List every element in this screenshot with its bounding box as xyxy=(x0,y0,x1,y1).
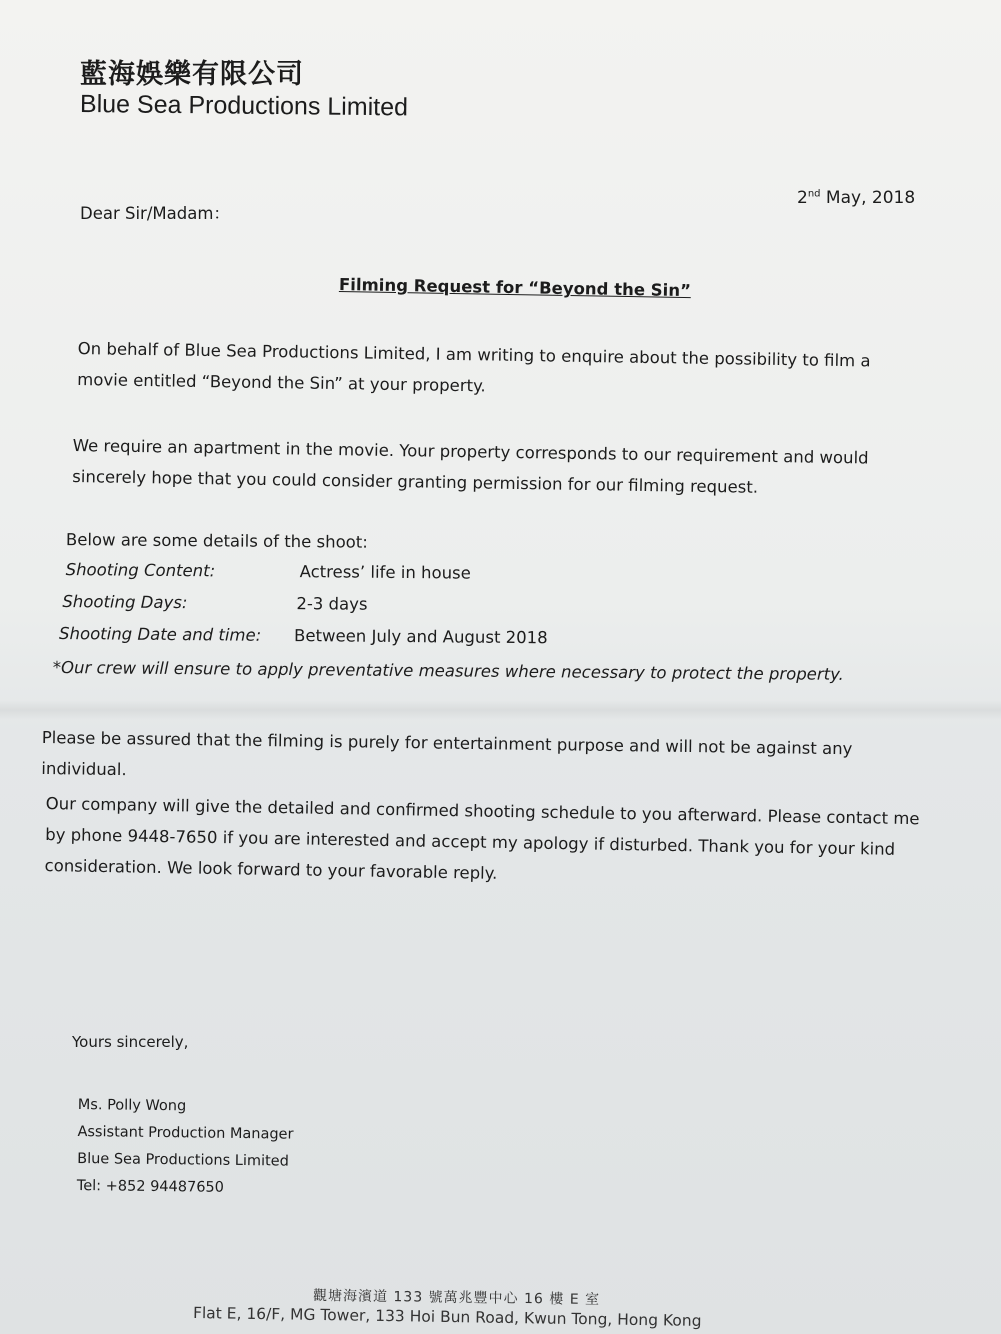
details-intro: Below are some details of the shoot: xyxy=(65,530,368,552)
details-label: Shooting Content: xyxy=(65,560,216,581)
date-suffix: nd xyxy=(807,188,821,200)
details-value: 2-3 days xyxy=(296,594,368,614)
salutation: Dear Sir/Madam： xyxy=(80,204,230,223)
details-row xyxy=(57,624,887,663)
footer-address-chinese: 觀塘海濱道 133 號萬兆豐中心 16 樓 E 室 xyxy=(312,1287,601,1309)
signatory-title: Assistant Production Manager xyxy=(77,1123,294,1143)
paragraph-intro: On behalf of Blue Sea Productions Limited, I am writing to enquire about the possibility to film a movie entitled “Beyond the Sin” at your property. xyxy=(77,338,871,396)
letter-date xyxy=(797,188,915,208)
signatory-phone: Tel: +852 94487650 xyxy=(76,1177,225,1196)
shoot-details xyxy=(52,530,888,684)
paragraph-requirement: We require an apartment in the movie. Your property corresponds to our requirement and would sincerely hope that you could consider granting permission for our filming request. xyxy=(72,435,869,497)
details-value: Between July and August 2018 xyxy=(294,626,548,648)
details-label: Shooting Days: xyxy=(62,592,188,613)
paper-fold-shadow xyxy=(0,700,1001,720)
closing: Yours sincerely, xyxy=(72,1033,189,1051)
date-rest: May, 2018 xyxy=(820,188,916,208)
paragraph-contact: Our company will give the detailed and confirmed shooting schedule to you afterward. Please contact me by phone 9448-7650 if you are interested and accept my apology if disturbed. Thank you for your kind consideration. We look forward to your favorable reply. xyxy=(44,793,920,883)
signatory-company: Blue Sea Productions Limited xyxy=(77,1150,289,1170)
letter-subject: Filming Request for “Beyond the Sin” xyxy=(338,275,692,301)
date-day: 2 xyxy=(797,188,808,208)
signatory-name: Ms. Polly Wong xyxy=(77,1096,187,1115)
details-value: Actress’ life in house xyxy=(299,562,471,583)
company-name-english: Blue Sea Productions Limited xyxy=(79,90,409,122)
details-label: Shooting Date and time: xyxy=(59,624,262,645)
paragraph-assurance: Please be assured that the filming is purely for entertainment purpose and will not be against any individual. xyxy=(41,727,853,780)
signature-block xyxy=(77,1092,294,1203)
footer-address-english: Flat E, 16/F, MG Tower, 133 Hoi Bun Road, Kwun Tong, Hong Kong xyxy=(192,1304,702,1330)
details-note: *Our crew will ensure to apply preventative measures where necessary to protect the property. xyxy=(52,657,844,684)
company-name-chinese: 藍海娛樂有限公司 xyxy=(80,59,304,90)
